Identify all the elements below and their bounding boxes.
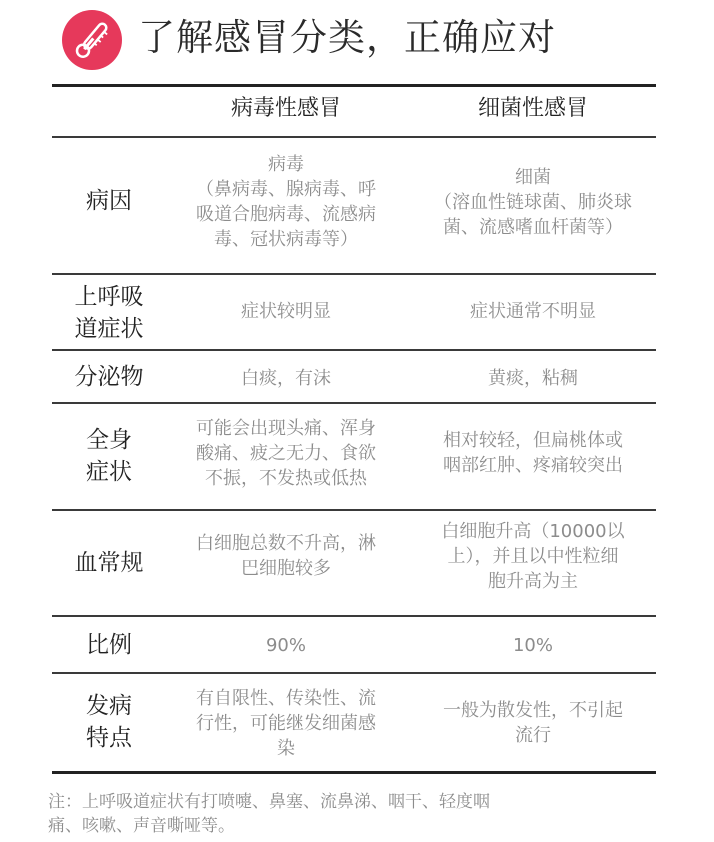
bacterial-cell: 症状通常不明显 — [470, 301, 596, 322]
page-title: 了解感冒分类，正确应对 — [138, 16, 556, 59]
viral-cell: 可能会出现头痛、浑身 酸痛、疲之无力、食欲 不振，不发热或低热 — [196, 418, 376, 489]
table-rule — [52, 273, 656, 275]
table-rule — [52, 136, 656, 138]
row-label: 上呼吸 道症状 — [74, 284, 144, 342]
table-rule — [52, 402, 656, 404]
footnote: 注：上呼吸道症状有打喷嚏、鼻塞、流鼻涕、咽干、轻度咽 痛、咳嗽、声音嘶哑等。 — [48, 792, 490, 836]
row-label: 比例 — [86, 632, 132, 658]
bacterial-cell: 相对较轻，但扁桃体或 咽部红肿、疼痛较突出 — [443, 430, 623, 476]
bacterial-cell: 一般为散发性，不引起 流行 — [443, 700, 623, 746]
header — [0, 0, 714, 80]
table-header-row — [52, 94, 656, 134]
viral-cell: 病毒 （鼻病毒、腺病毒、呼 吸道合胞病毒、流感病 毒、冠状病毒等） — [196, 154, 376, 250]
column-header-viral: 病毒性感冒 — [230, 96, 341, 121]
viral-cell: 白细胞总数不升高，淋 巴细胞较多 — [196, 533, 376, 579]
column-header-bacterial: 细菌性感冒 — [477, 96, 588, 121]
bacterial-cell: 10% — [512, 635, 553, 656]
row-label: 血常规 — [74, 550, 144, 576]
row-label: 分泌物 — [74, 364, 144, 390]
table-rule — [52, 771, 656, 774]
table-rule — [52, 349, 656, 351]
table-rule — [52, 84, 656, 87]
row-label: 发病 特点 — [86, 693, 132, 751]
row-label: 全身 症状 — [86, 427, 132, 485]
viral-cell: 90% — [265, 635, 306, 656]
thermometer-icon — [62, 10, 122, 70]
bacterial-cell: 黄痰，粘稠 — [488, 368, 578, 389]
table-rule — [52, 509, 656, 511]
table-rule — [52, 615, 656, 617]
viral-cell: 白痰，有沫 — [241, 368, 331, 389]
viral-cell: 症状较明显 — [241, 301, 331, 322]
viral-cell: 有自限性、传染性、流 行性，可能继发细菌感 染 — [196, 688, 376, 759]
row-label: 病因 — [86, 188, 132, 214]
bacterial-cell: 白细胞升高（10000以 上），并且以中性粒细 胞升高为主 — [441, 521, 625, 592]
table-rule — [52, 672, 656, 674]
bacterial-cell: 细菌 （溶血性链球菌、肺炎球 菌、流感嗜血杆菌等） — [434, 167, 632, 238]
